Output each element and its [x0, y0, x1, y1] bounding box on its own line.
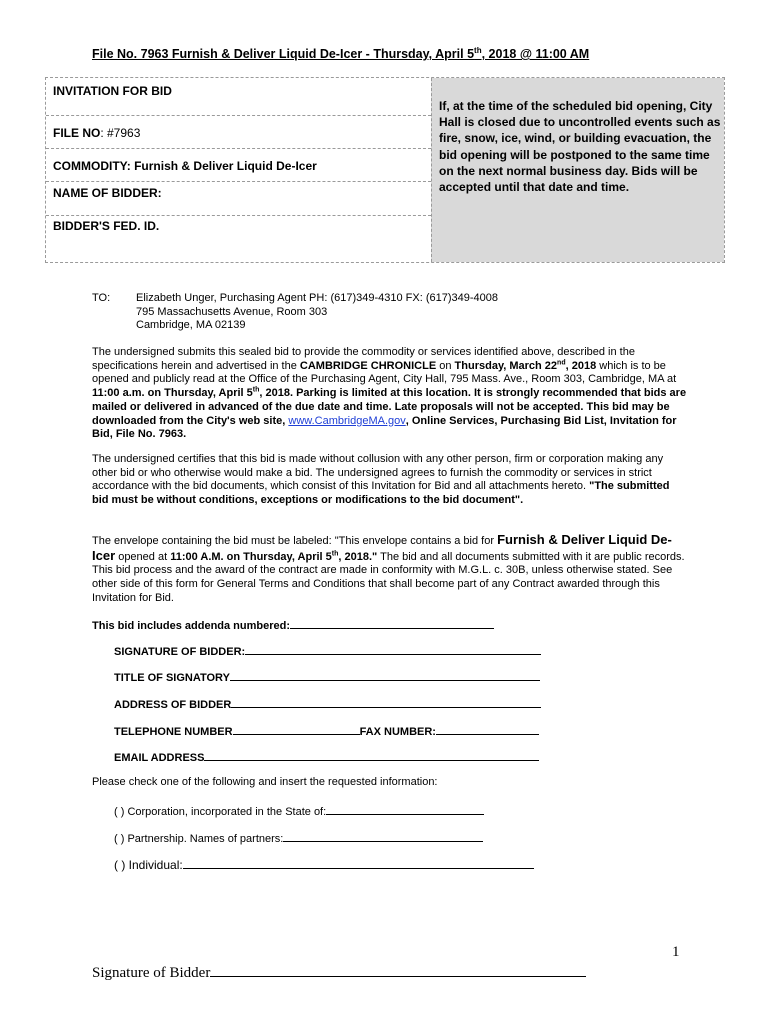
purchasing-agent-address [136, 292, 498, 333]
document-title: File No. 7963 Furnish & Deliver Liquid De-Icer - Thursday, April 5th, 2018 @ 11:00 AM [92, 46, 590, 62]
signature-row: SIGNATURE OF BIDDER: [114, 643, 541, 658]
email-input[interactable] [204, 749, 539, 761]
individual-option[interactable]: ( ) Individual: [114, 857, 534, 872]
telephone-input[interactable] [233, 723, 360, 735]
fax-input[interactable] [436, 723, 539, 735]
partners-input[interactable] [283, 830, 483, 842]
address-input[interactable] [231, 696, 541, 708]
partnership-option[interactable]: ( ) Partnership. Names of partners: [114, 830, 483, 845]
address-line-2: 795 Massachusetts Avenue, Room 303 [136, 305, 328, 318]
addenda-row: This bid includes addenda numbered: [92, 617, 494, 632]
commodity-row: COMMODITY: Furnish & Deliver Liquid De-Icer [46, 149, 431, 182]
name-of-bidder-row[interactable]: NAME OF BIDDER: [46, 182, 431, 216]
signature-input[interactable] [245, 643, 541, 655]
title-row: TITLE OF SIGNATORY [114, 669, 540, 684]
entity-instructions: Please check one of the following and insert the requested information: [92, 776, 438, 788]
to-label: TO: [92, 292, 111, 304]
bid-info-box [45, 77, 725, 263]
individual-name-input[interactable] [183, 857, 534, 869]
email-row: EMAIL ADDRESS [114, 749, 539, 764]
city-website-link[interactable]: www.CambridgeMA.gov [288, 414, 406, 427]
title-input[interactable] [230, 669, 540, 681]
certification-paragraph: The undersigned certifies that this bid is made without collusion with any other person, firm or corporation making any other bid or who otherwise would make a bid. The undersigned agrees to furnish the commodity or services in strict accordance with the bid documents, which consist of this Invitation for Bid and all attachments hereto. "The submitted bid must be without conditions, exceptions or modifications to the bid document". [92, 453, 670, 507]
corporation-option[interactable]: ( ) Corporation, incorporated in the State of: [114, 803, 484, 818]
invitation-heading: INVITATION FOR BID [46, 78, 431, 116]
bid-info-fields [46, 78, 431, 262]
submission-paragraph: The undersigned submits this sealed bid to provide the commodity or services identified above, described in the specifications herein and advertised in the CAMBRIDGE CHRONICLE on Thursday, March 22nd, 2018 which is to be opened and publicly read at the Office of the Purchasing Agent, City Hall, 795 Mass. Ave., Room 303, Cambridge, MA at 11:00 a.m. on Thursday, April 5th, 2018. Parking is limited at this location. It is strongly recommended that bids are mailed or delivered in advanced of the due date and time. Late proposals will not be accepted. This bid may be downloaded from the City's web site, www.CambridgeMA.gov, Online Services, Purchasing Bid List, Invitation for Bid, File No. 7963. [92, 346, 687, 441]
corporation-state-input[interactable] [326, 803, 484, 815]
phone-fax-row: TELEPHONE NUMBER FAX NUMBER: [114, 723, 539, 738]
footer-signature: Signature of Bidder [92, 962, 586, 982]
envelope-paragraph: The envelope containing the bid must be labeled: "This envelope contains a bid for Furnish & Deliver Liquid De-Icer opened at 11:00 A.M. on Thursday, April 5th, 2018." The bid and all documents submitted with it are public records. This bid process and the award of the contract are made in conformity with M.G.L. c. 30B, unless otherwise stated. See other side of this form for General Terms and Conditions that shall become part of any Contract awarded through this Invitation for Bid. [92, 532, 685, 604]
closure-notice: If, at the time of the scheduled bid opening, City Hall is closed due to uncontrolled events such as fire, snow, ice, wind, or building evacuation, the bid opening will be postponed to the same time on the next normal business day. Bids will be accepted until that date and time. [431, 78, 724, 262]
address-row: ADDRESS OF BIDDER [114, 696, 541, 711]
bidder-fed-id-row[interactable]: BIDDER'S FED. ID. [53, 219, 160, 233]
page-number: 1 [672, 944, 680, 960]
address-line-3: Cambridge, MA 02139 [136, 319, 246, 332]
file-no-row: FILE NO: #7963 [46, 116, 431, 149]
addenda-input[interactable] [290, 617, 494, 629]
footer-signature-line[interactable] [210, 962, 586, 977]
address-line-1: Elizabeth Unger, Purchasing Agent PH: (617)349-4310 FX: (617)349-4008 [136, 292, 499, 304]
